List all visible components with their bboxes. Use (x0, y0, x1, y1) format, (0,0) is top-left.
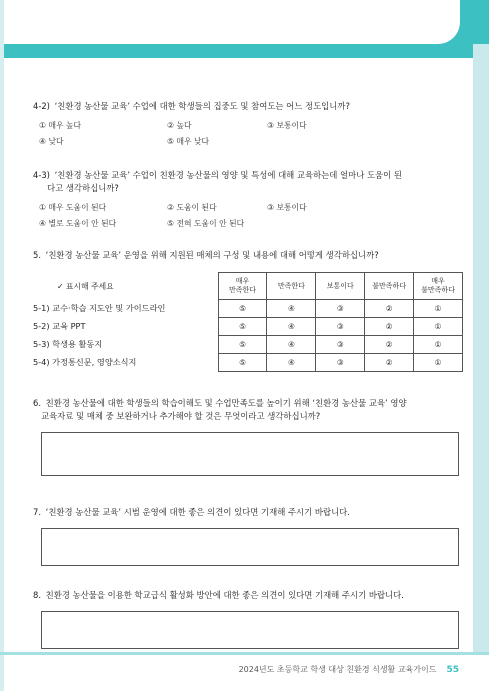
check-instruction: ✓ 표시해 주세요 (57, 281, 114, 291)
question-text-continued: 다고 생각하십니까? (47, 183, 119, 193)
rating-cell[interactable]: ① (414, 336, 463, 354)
rating-cell[interactable]: ① (414, 300, 463, 318)
row-label: 5-2) 교육 PPT (33, 321, 86, 331)
option[interactable]: ④ 별로 도움이 안 된다 (39, 219, 117, 228)
question-text: ‘친환경 농산물 교육’ 수업이 친환경 농산물의 영양 및 특성에 대해 교육하는데 얼마나 도움이 된 (54, 170, 402, 180)
footer-text: 2024년도 초등학교 학생 대상 친환경 식생활 교육가이드 (238, 665, 437, 674)
table-row (33, 318, 463, 336)
table-header-row (33, 273, 463, 300)
rating-cell[interactable]: ④ (267, 300, 316, 318)
left-page-edge (0, 0, 4, 691)
header-white-panel (0, 0, 460, 44)
table-row (33, 300, 463, 318)
question-number: 8. (33, 590, 41, 600)
question-4-3 (33, 169, 463, 195)
row-label: 5-1) 교수·학습 지도안 및 가이드라인 (33, 303, 166, 313)
answer-box-8[interactable] (41, 611, 459, 649)
option[interactable]: ② 높다 (167, 121, 192, 130)
option[interactable]: ⑤ 전혀 도움이 안 된다 (167, 219, 245, 228)
question-text: 친환경 농산물에 대한 학생들의 학습이해도 및 수업만족도를 높이기 위해 ‘친환경 농산물 교육’ 영양 (45, 398, 407, 408)
right-side-rail (473, 44, 489, 654)
bell-pepper-icon (415, 30, 428, 42)
question-number: 4-3) (33, 170, 50, 180)
rating-cell[interactable]: ② (365, 300, 414, 318)
option[interactable]: ② 도움이 된다 (167, 203, 217, 212)
row-label: 5-4) 가정통신문, 영양소식지 (33, 357, 137, 367)
rating-cell[interactable]: ② (365, 354, 414, 372)
question-number: 7. (33, 507, 41, 517)
question-text: ‘친환경 농산물 교육’ 시범 운영에 대한 좋은 의견이 있다면 기재해 주시기 바랍니다. (45, 507, 350, 517)
carrot-icon (432, 30, 445, 42)
rating-cell[interactable]: ④ (267, 354, 316, 372)
question-text: ‘친환경 농산물 교육’ 운영을 위해 지원된 매체의 구성 및 내용에 대해 어떻게 생각하십니까? (45, 250, 379, 260)
rating-cell[interactable]: ② (365, 318, 414, 336)
question-text: 친환경 농산물을 이용한 학교급식 활성화 방안에 대한 좋은 의견이 있다면 기재해 주시기 바랍니다. (45, 590, 404, 600)
column-header: 불만족하다 (365, 273, 414, 300)
column-header: 만족한다 (267, 273, 316, 300)
option[interactable]: ① 매우 도움이 된다 (39, 203, 107, 212)
option[interactable]: ① 매우 높다 (39, 121, 82, 130)
rating-cell[interactable]: ④ (267, 336, 316, 354)
option[interactable]: ③ 보통이다 (267, 121, 307, 130)
option[interactable]: ③ 보통이다 (267, 203, 307, 212)
rating-cell[interactable]: ③ (316, 354, 365, 372)
question-number: 4-2) (33, 101, 50, 111)
option[interactable]: ⑤ 매우 낮다 (167, 137, 210, 146)
satisfaction-table (33, 272, 463, 372)
question-4-2 (33, 100, 463, 113)
question-text-continued: 교육자료 및 매체 중 보완하거나 추가해야 할 것은 무엇이라고 생각하십니까? (41, 411, 321, 421)
rating-cell[interactable]: ① (414, 354, 463, 372)
answer-box-6[interactable] (41, 432, 459, 476)
rating-cell[interactable]: ② (365, 336, 414, 354)
column-header: 매우 만족한다 (218, 273, 267, 300)
header-icons (398, 30, 445, 42)
footer-divider (0, 652, 489, 655)
answer-box-7[interactable] (41, 528, 459, 566)
rating-cell[interactable]: ③ (316, 336, 365, 354)
option[interactable]: ④ 낮다 (39, 137, 64, 146)
question-8 (33, 589, 463, 602)
options-4-3 (39, 202, 463, 229)
survey-content (33, 100, 463, 649)
options-4-2 (39, 120, 463, 147)
question-5 (33, 249, 463, 262)
column-header: 매우 불만족하다 (414, 273, 463, 300)
footer (239, 664, 459, 675)
rating-cell[interactable]: ① (414, 318, 463, 336)
rating-cell[interactable]: ③ (316, 300, 365, 318)
rating-cell[interactable]: ⑤ (218, 354, 267, 372)
question-number: 6. (33, 398, 41, 408)
rating-cell[interactable]: ④ (267, 318, 316, 336)
question-text: ‘친환경 농산물 교육’ 수업에 대한 학생들의 집중도 및 참여도는 어느 정도입니까? (54, 101, 350, 111)
question-7 (33, 506, 463, 519)
question-6 (33, 397, 463, 423)
rating-cell[interactable]: ⑤ (218, 336, 267, 354)
table-row (33, 336, 463, 354)
table-row (33, 354, 463, 372)
question-number: 5. (33, 250, 41, 260)
rating-cell[interactable]: ⑤ (218, 318, 267, 336)
rating-cell[interactable]: ⑤ (218, 300, 267, 318)
page-number: 55 (446, 665, 459, 675)
rating-cell[interactable]: ③ (316, 318, 365, 336)
row-label: 5-3) 학생용 활동지 (33, 339, 103, 349)
tomato-icon (398, 30, 411, 42)
column-header: 보통이다 (316, 273, 365, 300)
